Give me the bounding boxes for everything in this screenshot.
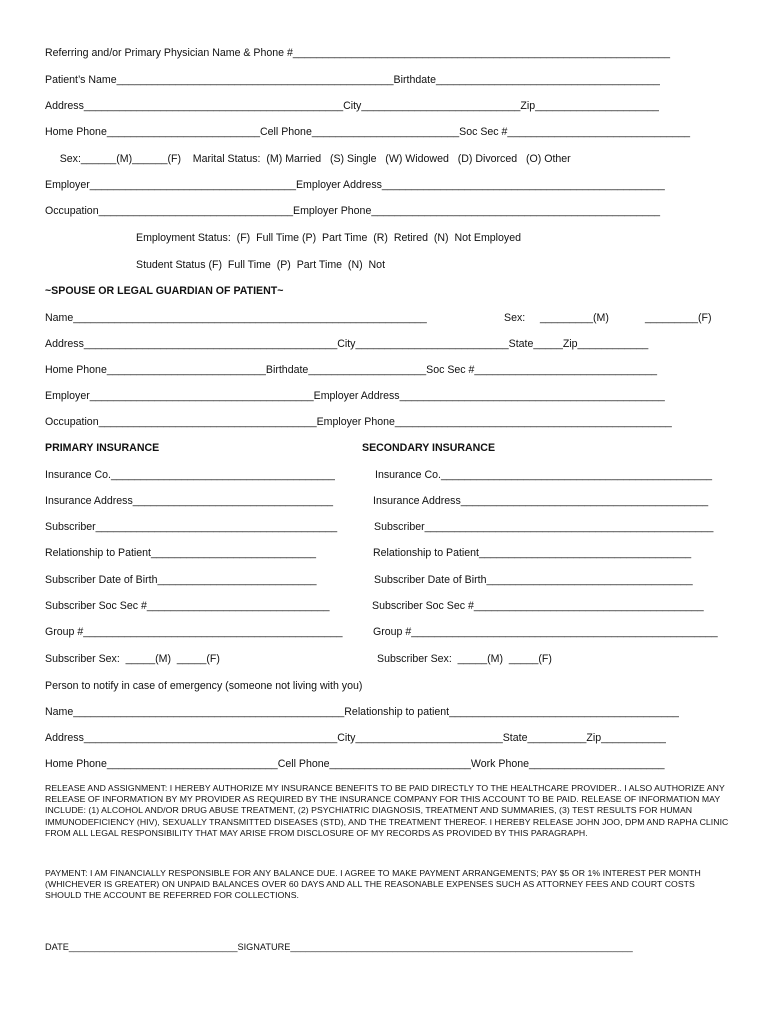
emergency-phones-field[interactable]: Home Phone_____________________________Cell Phone________________________Work Phone_______________________: [45, 758, 665, 770]
spouse-sex-label: Sex:: [504, 312, 526, 324]
spouse-address-field[interactable]: Address___________________________________________City__________________________State_____Zip____________: [45, 338, 649, 350]
secondary-group-field[interactable]: Group #____________________________________________________: [373, 626, 718, 638]
patient-phones-field[interactable]: Home Phone__________________________Cell Phone_________________________Soc Sec #_______________________________: [45, 126, 691, 138]
primary-subscriber-sex-field[interactable]: Subscriber Sex: _____(M) _____(F): [45, 653, 220, 665]
secondary-insurance-heading: SECONDARY INSURANCE: [362, 442, 496, 454]
secondary-subscriber-field[interactable]: Subscriber_________________________________________________: [374, 521, 714, 533]
release-paragraph: [45, 783, 730, 839]
payment-text: PAYMENT: I AM FINANCIALLY RESPONSIBLE FOR ANY BALANCE DUE. I AGREE TO MAKE PAYMENT ARRANGEMENTS; PAY $5 OR 1% INTEREST PER MONTH (WHICHEVER IS GREATER) ON UNPAID BALANCES OVER 60 DAYS AND ALL THE REASONABLE EXPENSES SUCH AS ATTORNEY FEES AND COURT COSTS SHOULD THE ACCOUNT BE REFERRED FOR COLLECTIONS.: [45, 868, 701, 901]
spouse-sex-m-field[interactable]: _________(M): [540, 312, 609, 324]
primary-insurance-heading: PRIMARY INSURANCE: [45, 442, 160, 454]
emergency-intro: Person to notify in case of emergency (someone not living with you): [45, 680, 363, 692]
primary-relationship-field[interactable]: Relationship to Patient____________________________: [45, 547, 316, 559]
spouse-sex-f-field[interactable]: _________(F): [645, 312, 712, 324]
employment-status-field[interactable]: Employment Status: (F) Full Time (P) Part Time (R) Retired (N) Not Employed: [136, 232, 521, 244]
emergency-name-field[interactable]: Name______________________________________________Relationship to patient_______________________________________: [45, 706, 679, 718]
spouse-employer-field[interactable]: Employer______________________________________Employer Address_____________________________________________: [45, 390, 665, 402]
release-text: RELEASE AND ASSIGNMENT: I HEREBY AUTHORIZE MY INSURANCE BENEFITS TO BE PAID DIRECTLY TO THE HEALTHCARE PROVIDER.. I ALSO AUTHORIZE ANY RELEASE OF INFORMATION BY MY PROVIDER AS REQUIRED BY THE INSURANCE COMPANY FOR THIS ACCOUNT TO BE PAID. RELEASE OF INFORMATION MAY INCLUDE: (1) ALCOHOL AND/OR DRUG ABUSE TREATMENT, (2) PSYCHIATRIC DIAGNOSIS, TREATMENT AND SUMMARIES, (3) TEST RESULTS FOR HUMAN IMMUNODEFICIENCY (HIV), SEXUALLY TRANSMITTED DISEASES (STD), AND THE TREATMENT THEREOF. I HEREBY RELEASE JOHN JOO, DPM AND RAPHA CLINIC FROM ALL LEGAL RESPONSIBILITY THAT MAY ARISE FROM DISCLOSURE OF MY RECORDS AS PROVIDED BY THIS PARAGRAPH.: [45, 783, 729, 838]
physician-field[interactable]: Referring and/or Primary Physician Name & Phone #________________________________________________________________: [45, 47, 670, 59]
secondary-insurance-address-field[interactable]: Insurance Address__________________________________________: [373, 495, 709, 507]
payment-paragraph: [45, 868, 730, 902]
spouse-phones-field[interactable]: Home Phone___________________________Birthdate____________________Soc Sec #_______________________________: [45, 364, 658, 376]
patient-name-birthdate-field[interactable]: Patient’s Name_______________________________________________Birthdate______________________________________: [45, 74, 660, 86]
secondary-insurance-company-field[interactable]: Insurance Co.______________________________________________: [375, 469, 712, 481]
secondary-subscriber-sex-field[interactable]: Subscriber Sex: _____(M) _____(F): [377, 653, 552, 665]
primary-subscriber-dob-field[interactable]: Subscriber Date of Birth___________________________: [45, 574, 317, 586]
patient-address-field[interactable]: Address____________________________________________City___________________________Zip_____________________: [45, 100, 659, 112]
emergency-address-field[interactable]: Address___________________________________________City_________________________State__________Zip___________: [45, 732, 666, 744]
spouse-occupation-field[interactable]: Occupation_____________________________________Employer Phone_______________________________________________: [45, 416, 672, 428]
spouse-name-field[interactable]: Name____________________________________________________________: [45, 312, 427, 324]
date-signature-field[interactable]: DATE_________________________________SIGNATURE___________________________________________________________________: [45, 942, 633, 952]
student-status-field[interactable]: Student Status (F) Full Time (P) Part Time (N) Not: [136, 259, 386, 271]
sex-marital-status-field[interactable]: Sex:______(M)______(F) Marital Status: (M) Married (S) Single (W) Widowed (D) Divorced (O) Other: [45, 153, 571, 165]
primary-subscriber-field[interactable]: Subscriber_________________________________________: [45, 521, 338, 533]
primary-insurance-company-field[interactable]: Insurance Co.______________________________________: [45, 469, 335, 481]
secondary-subscriber-dob-field[interactable]: Subscriber Date of Birth___________________________________: [374, 574, 693, 586]
patient-employer-field[interactable]: Employer___________________________________Employer Address________________________________________________: [45, 179, 665, 191]
primary-group-field[interactable]: Group #____________________________________________: [45, 626, 343, 638]
secondary-relationship-field[interactable]: Relationship to Patient____________________________________: [373, 547, 692, 559]
primary-subscriber-ssn-field[interactable]: Subscriber Soc Sec #_______________________________: [45, 600, 330, 612]
primary-insurance-address-field[interactable]: Insurance Address__________________________________: [45, 495, 334, 507]
spouse-heading: ~SPOUSE OR LEGAL GUARDIAN OF PATIENT~: [45, 285, 284, 297]
secondary-subscriber-ssn-field[interactable]: Subscriber Soc Sec #_______________________________________: [372, 600, 704, 612]
patient-occupation-field[interactable]: Occupation_________________________________Employer Phone_________________________________________________: [45, 205, 661, 217]
